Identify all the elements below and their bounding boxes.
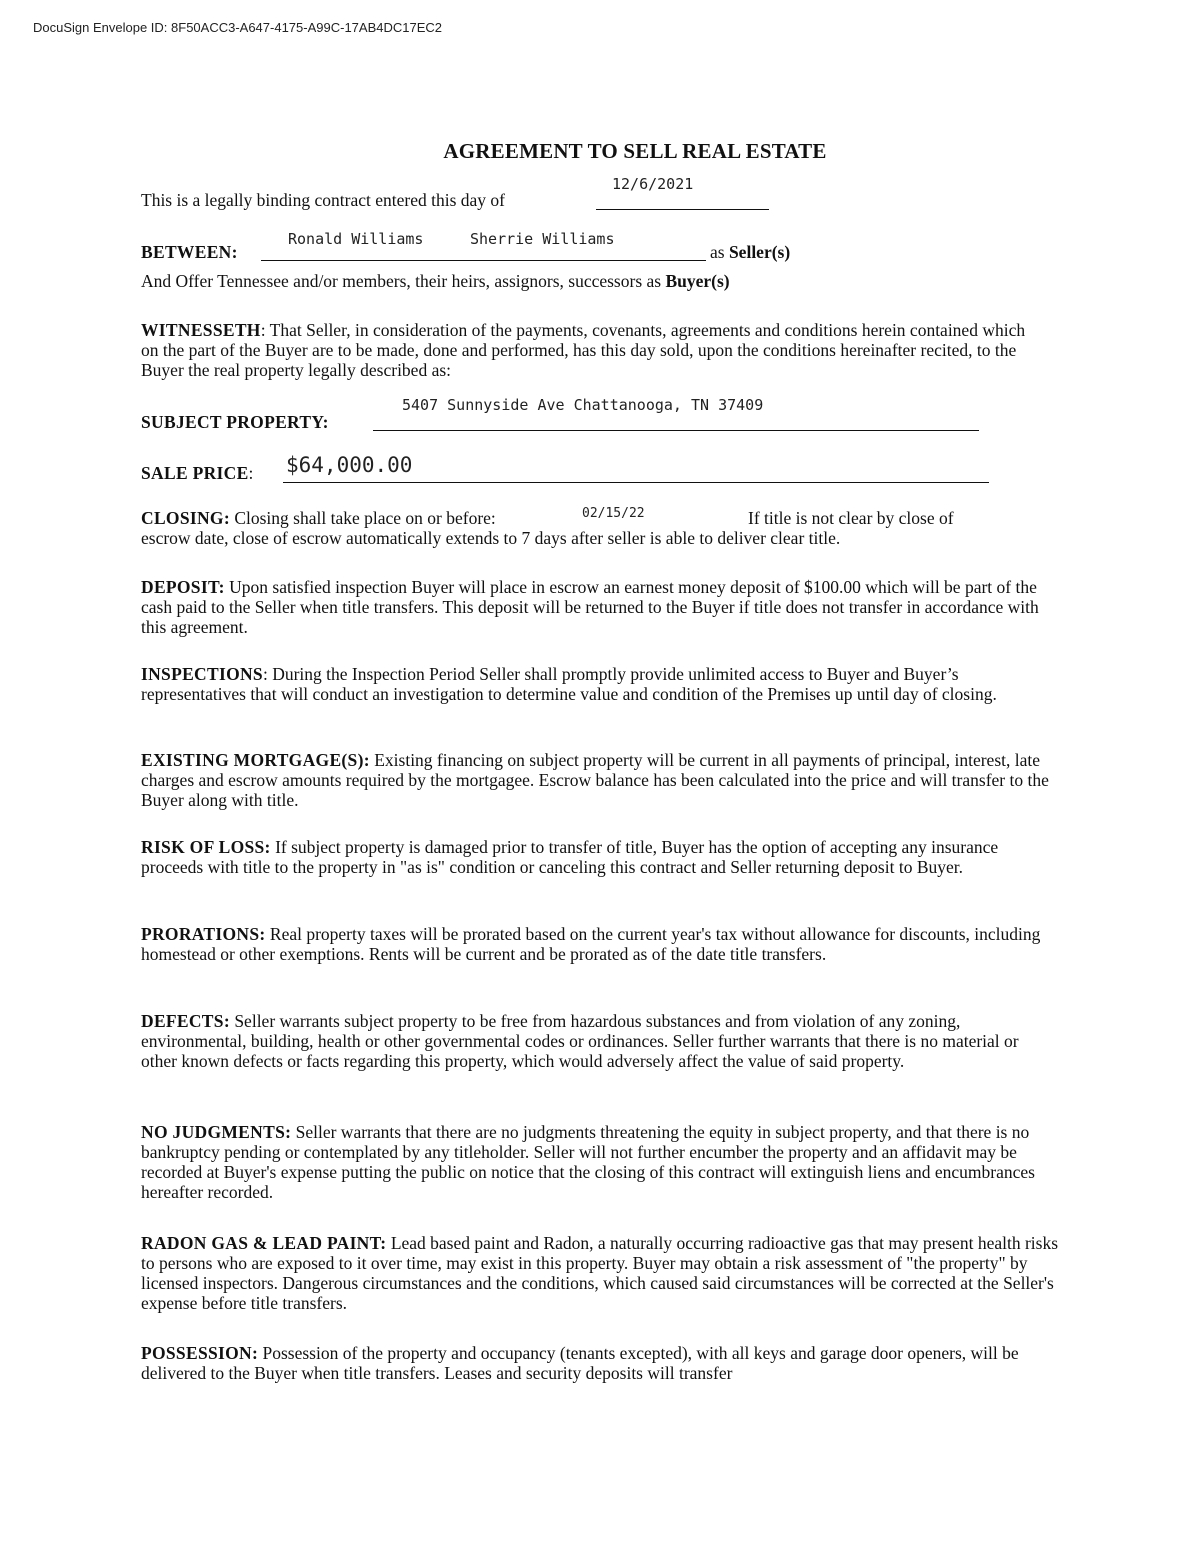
contract-date-field[interactable]: 12/6/2021 (612, 175, 694, 193)
radon-lead-paint-label: RADON GAS & LEAD PAINT: (141, 1233, 387, 1253)
intro-text: This is a legally binding contract entered this day of (141, 190, 505, 210)
date-underline (596, 209, 769, 210)
existing-mortgage-label: EXISTING MORTGAGE(S): (141, 750, 370, 770)
inspections-text: : During the Inspection Period Seller shall promptly provide unlimited access to Buyer and Buyer’s representatives that will conduct an investigation to determine value and condition of the Premises up until day of closing. (141, 664, 997, 704)
as-text: as (710, 242, 725, 262)
defects-section (141, 1011, 1051, 1071)
prorations-label: PRORATIONS: (141, 924, 266, 944)
no-judgments-text: Seller warrants that there are no judgments threatening the equity in subject property, and that there is no bankruptcy pending or contemplated by any titleholder. Seller will not further encumber the property and an affidavit may be recorded at Buyer's expense putting the public on notice that the closing of this contract will extinguish liens and encumbrances hereafter recorded. (141, 1122, 1035, 1202)
inspections-label: INSPECTIONS (141, 664, 263, 684)
possession-text: Possession of the property and occupancy (tenants excepted), with all keys and garage door openers, will be delivered to the Buyer when title transfers. Leases and security deposits will transfer (141, 1343, 1019, 1383)
defects-text: Seller warrants subject property to be free from hazardous substances and from violation of any zoning, environmental, building, health or other governmental codes or ordinances. Seller further warrants that there is no material or other known defects or facts regarding this property, which would adversely affect the value of said property. (141, 1011, 1019, 1071)
risk-of-loss-text: If subject property is damaged prior to transfer of title, Buyer has the option of accepting any insurance proceeds with title to the property in "as is" condition or canceling this contract and Seller returning deposit to Buyer. (141, 837, 999, 877)
defects-label: DEFECTS: (141, 1011, 230, 1031)
closing-date-field[interactable]: 02/15/22 (582, 506, 645, 521)
prorations-text: Real property taxes will be prorated based on the current year's tax without allowance for discounts, including homestead or other exemptions. Rents will be current and be prorated as of the date title transfers. (141, 924, 1041, 964)
closing-text-2: If title is not clear by close of (748, 508, 954, 528)
existing-mortgage-text: Existing financing on subject property will be current in all payments of principal, interest, late charges and escrow amounts required by the mortgagee. Escrow balance has been calculated into the price and will transfer to the Buyer along with title. (141, 750, 1049, 810)
subject-property-label-text: SUBJECT PROPERTY: (141, 412, 329, 432)
seller-name-1-field[interactable]: Ronald Williams (288, 230, 424, 248)
seller-name-2-field[interactable]: Sherrie Williams (470, 230, 615, 248)
witnesseth-paragraph (141, 320, 1041, 380)
seller-role-line (710, 242, 790, 262)
radon-lead-paint-text: Lead based paint and Radon, a naturally occurring radioactive gas that may present health risks to persons who are exposed to it over time, may exist in this property. Buyer may obtain a risk assessment of "the property" by licensed inspectors. Dangerous circumstances and the conditions, which caused said circumstances will be corrected at the Seller's expense before title transfers. (141, 1233, 1059, 1313)
sale-price-underline (283, 482, 989, 483)
witnesseth-label: WITNESSETH (141, 320, 261, 340)
closing-line-1 (141, 508, 496, 528)
buyer-line-text: And Offer Tennessee and/or members, their heirs, assignors, successors as (141, 271, 662, 291)
radon-lead-paint-section (141, 1233, 1066, 1313)
subject-property-underline (373, 430, 979, 431)
possession-section (141, 1343, 1071, 1383)
between-label-text: BETWEEN: (141, 242, 238, 262)
sale-price-label-text: SALE PRICE (141, 463, 249, 483)
closing-text-3: escrow date, close of escrow automatically extends to 7 days after seller is able to deliver clear title. (141, 528, 841, 548)
risk-of-loss-label: RISK OF LOSS: (141, 837, 271, 857)
deposit-section (141, 577, 1061, 637)
sale-price-field[interactable]: $64,000.00 (286, 453, 413, 477)
possession-label: POSSESSION: (141, 1343, 259, 1363)
deposit-label: DEPOSIT: (141, 577, 225, 597)
closing-text-1: Closing shall take place on or before: (234, 508, 496, 528)
deposit-text: Upon satisfied inspection Buyer will place in escrow an earnest money deposit of $100.00 which will be part of the cash paid to the Seller when title transfers. This deposit will be returned to the Buyer if title does not transfer in accordance with this agreement. (141, 577, 1039, 637)
between-label (141, 242, 238, 262)
existing-mortgage-section (141, 750, 1056, 810)
witnesseth-text: : That Seller, in consideration of the payments, covenants, agreements and conditions herein contained which on the part of the Buyer are to be made, done and performed, has this day sold, upon the conditions hereinafter recited, to the Buyer the real property legally described as: (141, 320, 1026, 380)
seller-underline (261, 260, 706, 261)
risk-of-loss-section (141, 837, 1046, 877)
sale-price-label (141, 463, 253, 483)
seller-role: Seller(s) (728, 242, 791, 262)
document-title: AGREEMENT TO SELL REAL ESTATE (443, 139, 827, 163)
sale-price-colon: : (248, 463, 254, 483)
subject-property-label (141, 412, 329, 432)
buyer-role: Buyer(s) (665, 271, 730, 291)
subject-property-field[interactable]: 5407 Sunnyside Ave Chattanooga, TN 37409 (402, 396, 764, 414)
prorations-section (141, 924, 1046, 964)
no-judgments-section (141, 1122, 1046, 1202)
closing-label: CLOSING: (141, 508, 230, 528)
no-judgments-label: NO JUDGMENTS: (141, 1122, 292, 1142)
buyer-line (141, 271, 730, 291)
inspections-section (141, 664, 1041, 704)
envelope-id: DocuSign Envelope ID: 8F50ACC3-A647-4175-A99C-17AB4DC17EC2 (33, 20, 443, 35)
